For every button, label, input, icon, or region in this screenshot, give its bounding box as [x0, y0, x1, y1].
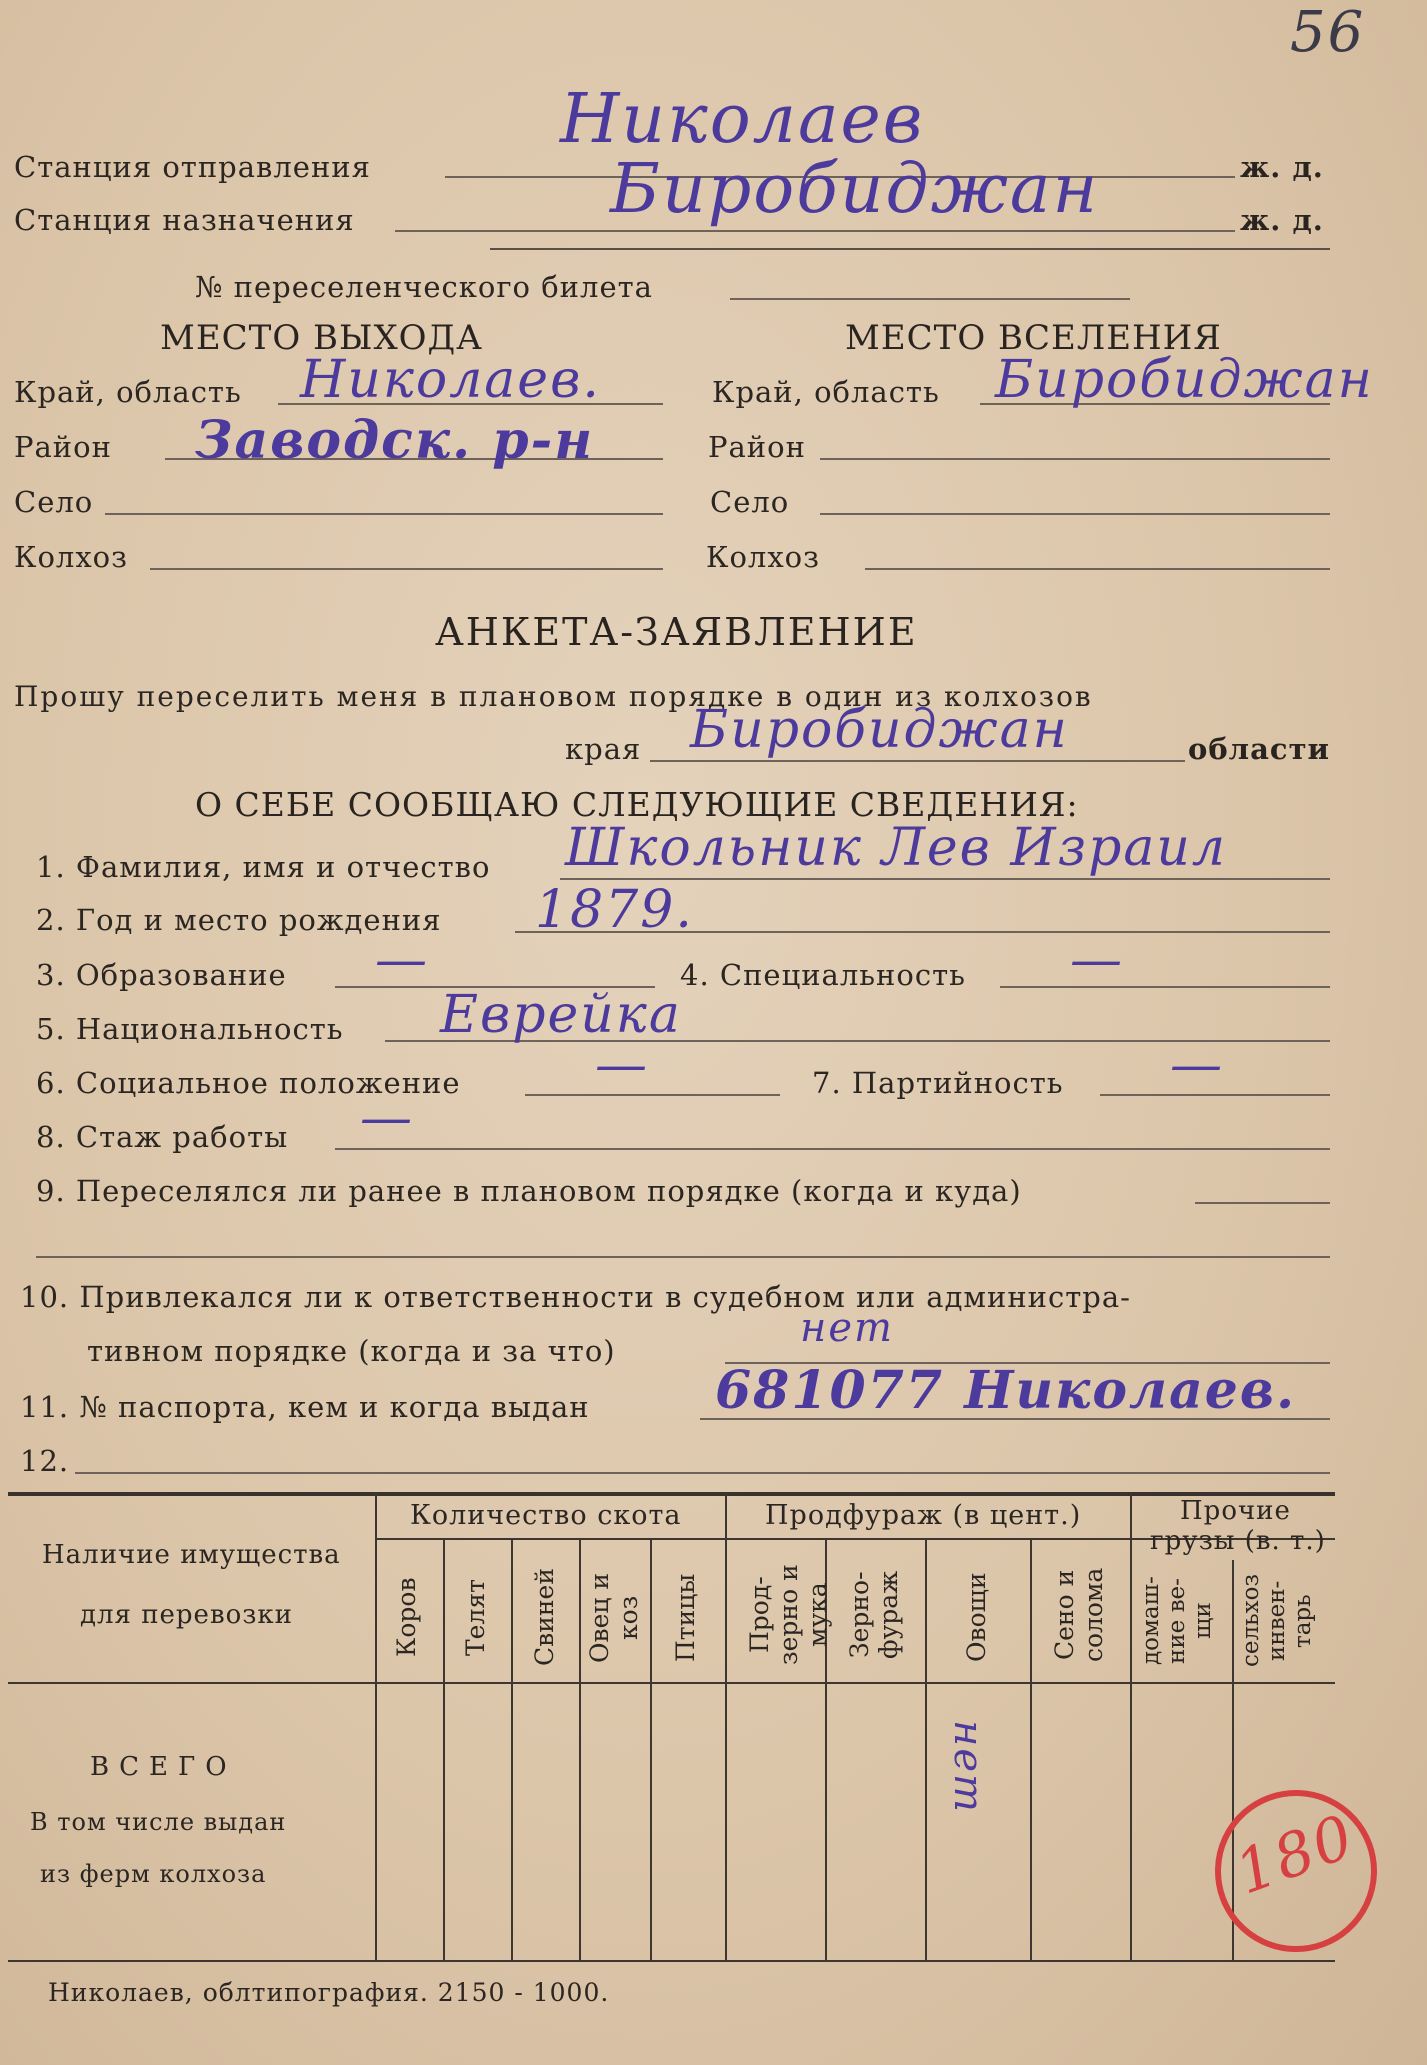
fodder-header: Продфураж (в цент.)	[765, 1500, 1082, 1531]
destination-heading: МЕСТО ВСЕЛЕНИЯ	[845, 318, 1222, 358]
col-household-goods: домаш-ние ве-щи	[1138, 1576, 1216, 1666]
origin-village-line	[105, 513, 663, 515]
origin-region-value: Николаев.	[300, 350, 601, 410]
field-6-value: —	[595, 1035, 649, 1095]
destination-region-label: Край, область	[712, 375, 940, 409]
col-sheep-goats: Овец и коз	[585, 1572, 643, 1663]
other-header-b: грузы (в. т.)	[1150, 1526, 1326, 1556]
col-farm-inventory: сельхоз инвен-тарь	[1238, 1574, 1316, 1668]
property-label-a: Наличие имущества	[42, 1540, 341, 1570]
field-9-line-2	[36, 1256, 1330, 1258]
total-label: ВСЕГО	[90, 1752, 237, 1782]
table-vline	[925, 1538, 927, 1960]
table-vline-fodder-end	[1130, 1492, 1132, 1960]
field-8-line	[335, 1148, 1330, 1150]
vertical-note: нет	[945, 1720, 991, 1814]
field-2-label: 2. Год и место рождения	[36, 903, 442, 937]
col-calves: Телят	[461, 1579, 490, 1656]
field-12-label: 12.	[20, 1444, 70, 1478]
incl-label-a: В том числе выдан	[30, 1808, 287, 1836]
field-10-value: нет	[800, 1305, 894, 1351]
field-10-label-a: 10. Привлекался ли к ответственности в судебном или администра-	[20, 1280, 1131, 1314]
incl-label-b: из ферм колхоза	[40, 1860, 267, 1888]
field-4-line	[1000, 986, 1330, 988]
rail-suffix-1: ж. д.	[1240, 150, 1324, 184]
kray-value: Биробиджан	[690, 700, 1069, 760]
field-6-label: 6. Социальное положение	[36, 1066, 461, 1100]
kray-line	[650, 760, 1185, 762]
destination-kolkhoz-line	[865, 568, 1330, 570]
departure-station-value: Николаев	[560, 80, 925, 159]
origin-kolkhoz-label: Колхоз	[14, 540, 128, 574]
table-vline-livestock-end	[725, 1492, 727, 1960]
field-3-value: —	[375, 930, 429, 990]
rail-suffix-2: ж. д.	[1240, 203, 1324, 237]
col-hay-straw: Сено и солома	[1050, 1567, 1108, 1663]
field-9-line	[1195, 1202, 1330, 1204]
field-1-value: Школьник Лев Израил	[565, 818, 1227, 878]
destination-village-label: Село	[710, 485, 790, 519]
col-vegetables: Овощи	[962, 1572, 991, 1663]
table-vline	[511, 1538, 513, 1960]
table-header-bottom-rule	[8, 1682, 1335, 1684]
livestock-header: Количество скота	[410, 1500, 682, 1531]
table-vline	[1030, 1538, 1032, 1960]
field-4-label: 4. Специальность	[680, 958, 966, 992]
field-4-value: —	[1070, 930, 1124, 990]
destination-station-line	[395, 230, 1235, 232]
table-vline	[650, 1538, 652, 1960]
page-number: 56	[1290, 0, 1366, 65]
property-label-b: для перевозки	[80, 1600, 293, 1630]
field-7-value: —	[1170, 1035, 1224, 1095]
origin-kolkhoz-line	[150, 568, 663, 570]
printer-footer: Николаев, облтипография. 2150 - 1000.	[48, 1978, 610, 2007]
departure-station-label: Станция отправления	[14, 150, 371, 184]
table-bottom-rule	[8, 1960, 1335, 1962]
field-10-label-b: тивном порядке (когда и за что)	[87, 1334, 616, 1368]
field-5-value: Еврейка	[440, 985, 682, 1045]
about-heading: О СЕБЕ СООБЩАЮ СЛЕДУЮЩИЕ СВЕДЕНИЯ:	[195, 785, 1079, 824]
col-poultry: Птицы	[671, 1573, 700, 1662]
field-5-label: 5. Национальность	[36, 1012, 344, 1046]
ticket-line	[730, 298, 1130, 300]
origin-village-label: Село	[14, 485, 94, 519]
field-8-value: —	[360, 1088, 414, 1148]
form-title: АНКЕТА-ЗАЯВЛЕНИЕ	[435, 610, 918, 654]
field-1-label: 1. Фамилия, имя и отчество	[36, 850, 491, 884]
red-stamp-number: 180	[1226, 1801, 1364, 1909]
origin-district-value: Заводск. р-н	[195, 410, 595, 471]
origin-district-label: Район	[14, 430, 112, 464]
col-pigs: Свиней	[530, 1568, 559, 1667]
header-rule	[490, 248, 1330, 250]
table-vline	[443, 1538, 445, 1960]
destination-district-label: Район	[708, 430, 806, 464]
request-line: Прошу переселить меня в плановом порядке в один из колхозов	[14, 680, 1093, 713]
field-11-label: 11. № паспорта, кем и когда выдан	[20, 1390, 590, 1424]
field-7-label: 7. Партийность	[812, 1066, 1064, 1100]
origin-region-label: Край, область	[14, 375, 242, 409]
field-3-label: 3. Образование	[36, 958, 287, 992]
field-2-value: 1879.	[535, 880, 694, 940]
field-9-label: 9. Переселялся ли ранее в плановом порядке (когда и куда)	[36, 1174, 1022, 1208]
destination-kolkhoz-label: Колхоз	[706, 540, 820, 574]
field-12-line	[75, 1472, 1330, 1474]
other-header-a: Прочие	[1180, 1496, 1291, 1526]
field-11-value: 681077 Николаев.	[715, 1360, 1297, 1421]
destination-region-value: Биробиджан	[995, 350, 1374, 410]
field-6-line	[525, 1094, 780, 1096]
oblast-label: области	[1188, 732, 1331, 766]
destination-station-label: Станция назначения	[14, 203, 355, 237]
destination-village-line	[820, 513, 1330, 515]
destination-district-line	[820, 458, 1330, 460]
col-cows: Коров	[392, 1577, 421, 1658]
table-top-rule	[8, 1492, 1335, 1496]
table-vline-main	[375, 1492, 377, 1960]
col-grain-flour: Прод-зерно и мука	[745, 1564, 832, 1666]
origin-heading: МЕСТО ВЫХОДА	[160, 318, 483, 358]
field-8-label: 8. Стаж работы	[36, 1120, 289, 1154]
table-vline	[579, 1538, 581, 1960]
col-fodder-grain: Зерно-фураж	[845, 1570, 903, 1660]
ticket-label: № переселенческого билета	[195, 270, 653, 304]
destination-station-value: Биробиджан	[610, 150, 1100, 229]
kray-label: края	[565, 732, 642, 766]
